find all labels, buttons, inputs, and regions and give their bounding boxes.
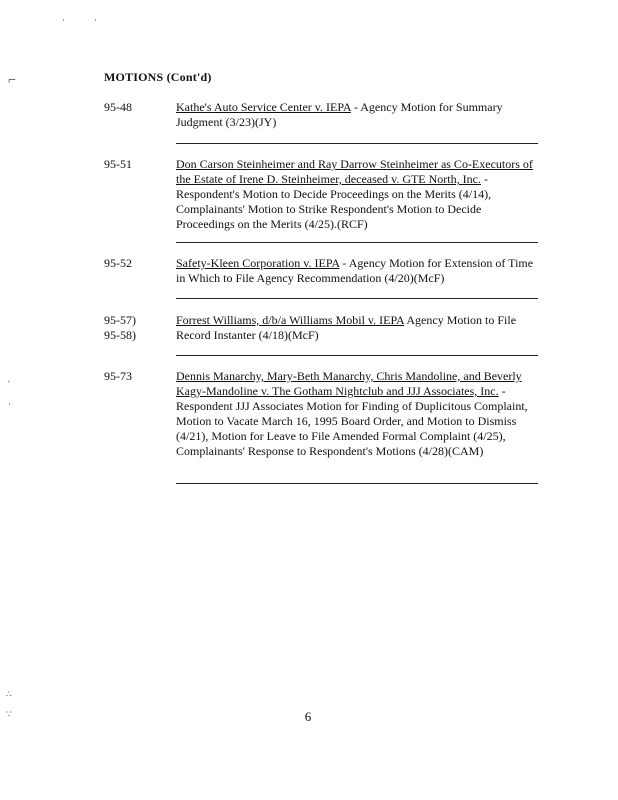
scan-speck: ∵ (6, 709, 12, 719)
case-caption: Kathe's Auto Service Center v. IEPA (176, 100, 351, 114)
docket-number-line: 95-52 (104, 256, 132, 270)
separator-rule (176, 355, 538, 356)
entry-text (176, 369, 541, 459)
entry-text (176, 100, 541, 130)
motion-description: - Respondent JJJ Associates Motion for Finding of Duplicitous Complaint, Motion to Vacate March 16, 1995 Board Order, and Motion to Dismiss (4/21), Motion for Leave to File Amended Formal Complaint (4/25), Complainants' Response to Respondent's Motions (4/28)(CAM) (176, 384, 528, 458)
docket-number (104, 313, 170, 343)
entry-text (176, 157, 541, 232)
docket-number-line: 95-48 (104, 100, 132, 114)
docket-number-line: 95-58) (104, 328, 136, 342)
separator-rule (176, 242, 538, 243)
scan-speck: · (62, 15, 65, 25)
entry-text (176, 256, 541, 286)
docket-number-line: 95-73 (104, 369, 132, 383)
docket-number-line: 95-51 (104, 157, 132, 171)
separator-rule (176, 143, 538, 144)
docket-number (104, 157, 170, 172)
motion-description: - Agency Motion for Extension of Time in Which to File Agency Recommendation (4/20)(McF) (176, 256, 534, 285)
scan-speck: ′ (8, 379, 10, 389)
scan-speck: · (8, 399, 11, 409)
case-caption: Dennis Manarchy, Mary-Beth Manarchy, Chris Mandoline, and Beverly Kagy-Mandoline v. The Gotham Nightclub and JJJ Associates, Inc. (176, 369, 522, 398)
entry-text (176, 313, 541, 343)
scan-speck: ⌐ (8, 73, 16, 88)
docket-number-line: 95-57) (104, 313, 136, 327)
motion-description: Agency Motion to File Record Instanter (4/18)(McF) (176, 313, 517, 342)
scan-speck: · (94, 15, 97, 25)
docket-number (104, 100, 170, 115)
case-caption: Safety-Kleen Corporation v. IEPA (176, 256, 340, 270)
docket-number (104, 369, 170, 384)
docket-number (104, 256, 170, 271)
separator-rule (176, 298, 538, 299)
case-caption: Don Carson Steinheimer and Ray Darrow Steinheimer as Co-Executors of the Estate of Irene D. Steinheimer, deceased v. GTE North, Inc. (176, 157, 533, 186)
separator-rule (176, 483, 538, 484)
motion-description: - Agency Motion for Summary Judgment (3/23)(JY) (176, 100, 503, 129)
motion-description: - Respondent's Motion to Decide Proceedings on the Merits (4/14), Complainants' Motion to Strike Respondent's Motion to Decide Proceedings on the Merits (4/25).(RCF) (176, 172, 492, 231)
section-heading: MOTIONS (Cont'd) (104, 70, 212, 84)
case-caption: Forrest Williams, d/b/a Williams Mobil v. IEPA (176, 313, 405, 327)
scan-speck: ∴ (6, 689, 12, 699)
page-number: 6 (304, 709, 312, 724)
